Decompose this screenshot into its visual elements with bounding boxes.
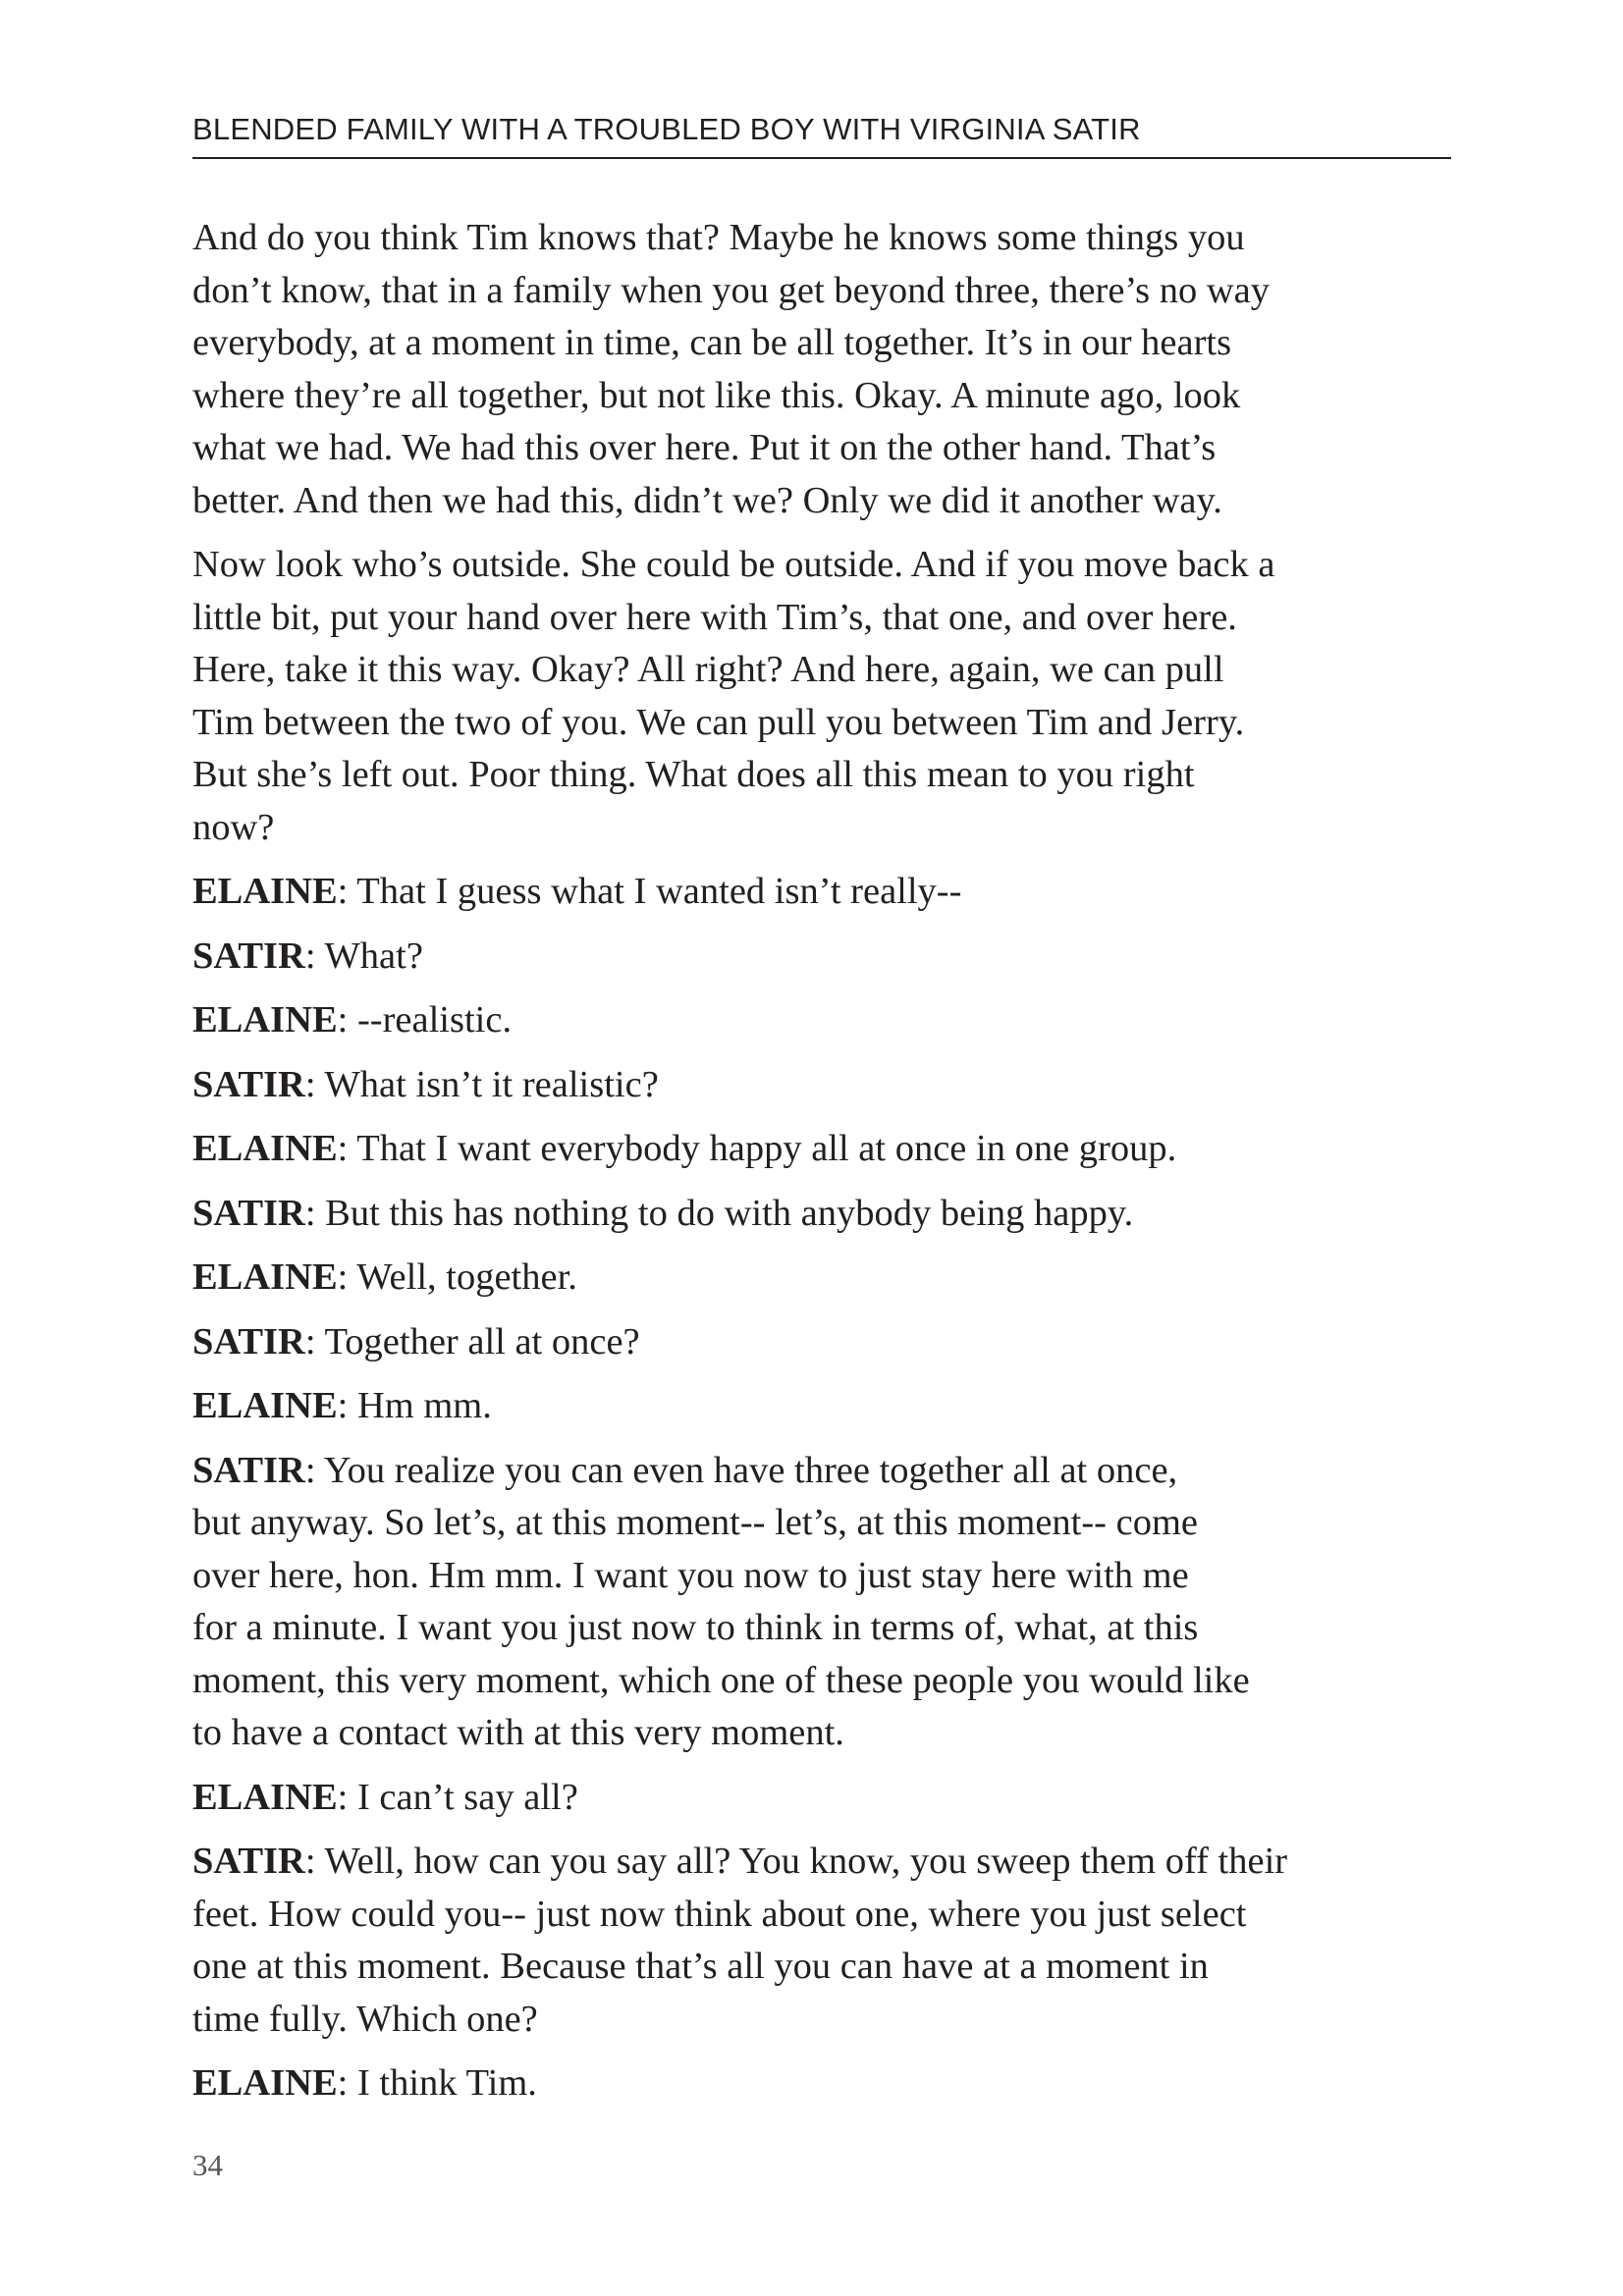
speaker-name: ELAINE [192,999,338,1041]
speaker-name: ELAINE [192,1128,338,1169]
dialogue-first-line: SATIR: What? [192,934,423,977]
text-line: Now look who’s outside. She could be outside. And if you move back a [192,544,1275,585]
dialogue-turn [192,1445,1459,1760]
dialogue-turn [192,2057,1459,2110]
text-line: don’t know, that in a family when you get beyond three, there’s no way [192,269,1270,311]
dialogue-first-line: ELAINE: That I guess what I wanted isn’t really-- [192,871,962,912]
dialogue-turn [192,1316,1459,1369]
speaker-name: SATIR [192,1063,305,1105]
speaker-name: SATIR [192,1320,305,1362]
dialogue-turn [192,1252,1459,1305]
dialogue-text: over here, hon. Hm mm. I want you now to just stay here with me [192,1554,1189,1596]
text-line: little bit, put your hand over here with Tim’s, that one, and over here. [192,596,1237,638]
speaker-name: SATIR [192,934,305,977]
dialogue-first-line: SATIR: Together all at once? [192,1320,640,1362]
text-line: better. And then we had this, didn’t we? Only we did it another way. [192,479,1222,521]
dialogue-text: You realize you can even have three together all at once, [323,1449,1178,1491]
dialogue-first-line: SATIR: What isn’t it realistic? [192,1063,659,1105]
speaker-name: SATIR [192,1192,305,1234]
dialogue-text: one at this moment. Because that’s all you can have at a moment in [192,1946,1209,1987]
dialogue-text: That I want everybody happy all at once in one group. [356,1128,1177,1169]
dialogue-first-line: ELAINE: I can’t say all? [192,1776,578,1818]
text-line: And do you think Tim knows that? Maybe he knows some things you [192,217,1245,258]
dialogue-text: Well, together. [356,1256,577,1298]
dialogue-first-line: ELAINE: --realistic. [192,999,513,1041]
dialogue-text: I can’t say all? [356,1776,578,1818]
speaker-name: ELAINE [192,2062,338,2104]
dialogue-turn [192,931,1459,984]
running-title: BLENDED FAMILY WITH A TROUBLED BOY WITH VIRGINIA SATIR [192,112,1141,146]
dialogue-turn [192,866,1459,919]
text-line: But she’s left out. Poor thing. What does all this mean to you right [192,754,1195,795]
narrative-paragraph [192,539,1459,854]
speaker-name: ELAINE [192,871,338,912]
dialogue-turn [192,1123,1459,1176]
text-line: what we had. We had this over here. Put it on the other hand. That’s [192,427,1217,468]
narrative-paragraph [192,212,1459,527]
dialogue-first-line: SATIR: Well, how can you say all? You know, you sweep them off their [192,1841,1288,1882]
dialogue-text: time fully. Which one? [192,1998,538,2040]
dialogue-text: but anyway. So let’s, at this moment-- let’s, at this moment-- come [192,1502,1198,1543]
speaker-name: ELAINE [192,1256,338,1298]
dialogue-text: What? [324,934,423,977]
dialogue-first-line: SATIR: You realize you can even have three together all at once, [192,1449,1178,1491]
dialogue-text: feet. How could you-- just now think about one, where you just select [192,1893,1247,1935]
speaker-name: ELAINE [192,1776,338,1818]
dialogue-first-line: ELAINE: I think Tim. [192,2062,537,2104]
dialogue-text: Together all at once? [324,1320,640,1362]
text-line: Here, take it this way. Okay? All right? And here, again, we can pull [192,649,1224,690]
text-line: where they’re all together, but not like this. Okay. A minute ago, look [192,374,1241,416]
dialogue-first-line: SATIR: But this has nothing to do with anybody being happy. [192,1192,1134,1234]
dialogue-turn [192,994,1459,1047]
dialogue-turn [192,1380,1459,1433]
dialogue-text: for a minute. I want you just now to think in terms of, what, at this [192,1607,1199,1648]
dialogue-turn [192,1772,1459,1825]
text-line: Tim between the two of you. We can pull you between Tim and Jerry. [192,701,1245,743]
text-line: now? [192,806,275,848]
dialogue-text: --realistic. [356,999,513,1041]
dialogue-text: Well, how can you say all? You know, you sweep them off their [324,1841,1288,1882]
dialogue-text: I think Tim. [356,2062,537,2104]
dialogue-text: What isn’t it realistic? [324,1063,659,1105]
dialogue-first-line: ELAINE: Hm mm. [192,1385,492,1426]
dialogue-first-line: ELAINE: Well, together. [192,1256,577,1298]
dialogue-text: That I guess what I wanted isn’t really-- [356,871,962,912]
dialogue-first-line: ELAINE: That I want everybody happy all at once in one group. [192,1128,1177,1169]
speaker-name: SATIR [192,1841,305,1882]
text-line: everybody, at a moment in time, can be all together. It’s in our hearts [192,322,1232,363]
dialogue-turn [192,1836,1459,2046]
page-number: 34 [192,2148,223,2182]
dialogue-turn [192,1188,1459,1241]
dialogue-text: Hm mm. [356,1385,492,1426]
dialogue-turn [192,1059,1459,1112]
speaker-name: ELAINE [192,1385,338,1426]
dialogue-text: moment, this very moment, which one of these people you would like [192,1659,1250,1701]
page-body [192,212,1459,2122]
speaker-name: SATIR [192,1449,305,1491]
dialogue-text: to have a contact with at this very moment. [192,1712,844,1753]
running-header [192,106,1451,159]
dialogue-text: But this has nothing to do with anybody being happy. [325,1192,1134,1234]
